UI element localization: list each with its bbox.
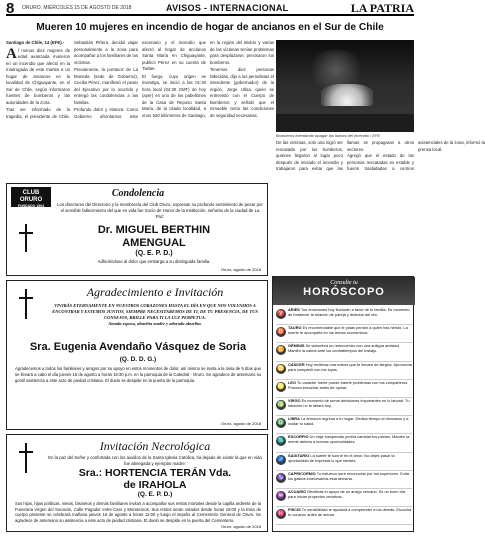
horoscope-sign-géminis [276,343,412,361]
photo-ground [276,114,414,132]
horoscope-sign-leo [276,380,412,398]
horoscope-sign-libra [276,416,412,434]
story-paragraph: Tras ser informado de la tragedia, el presidente de Chile, Sebastián Piñera, decidió viajar personalmente a la zona para acompañar a los familiares de las víctimas. [6,40,139,119]
sign-name: PISCIS [288,507,301,513]
sign-name: TAURO [288,325,302,331]
deceased-name: Sra. Eugenia Avendaño Vásquez de Soria [29,341,247,353]
sign-text [288,471,412,481]
sign-prediction: Es recomendable que le pidas perdón a quien has herido. La suerte te acompaña en los temas económicos. [288,325,408,336]
story-paragraph: De las víctimas, solo una logró ser rescatada por los bomberos, quienes llegaron al lugar poco después de iniciado el incendio y trabajaron para evitar que las llamas se propagaran a otros sectores. [276,140,414,171]
sign-prediction: La armonía regresa a tu hogar. Dedica tiempo al descanso y a cuidar tu salud. [288,416,409,427]
sign-prediction: Tu esfuerzo será reconocido por tus superiores. Evita los gastos innecesarios esta semana. [288,470,409,481]
horoscope-panel [272,276,414,532]
sign-name: GÉMINIS [288,343,305,349]
page-number: 8 [6,0,15,17]
sign-name: ESCORPIO [288,434,309,440]
obituary-notice [6,434,268,532]
photo-fire [321,84,373,106]
sign-name: CAPRICORNIO [288,470,316,476]
notice-body: Los directores del Directorio y la membresía del Club Oruro, expresan su profundo sentimiento de pesar por el sensible fallecimiento del que en vida fue Socio de Honor de la Institución, señorito de la ciudad de La Paz: [57,202,263,219]
sign-prediction: Tu sensibilidad te ayudará a comprender a los demás. Escucha tu corazón antes de actuar. [288,507,412,518]
page-header [6,2,414,16]
zodiac-tauro-icon: ♉ [277,329,285,336]
qepd-label: (Q. E. P. D.) [137,491,173,498]
zodiac-sagitario-icon: ♐ [277,456,285,463]
zodiac-géminis-icon: ♊ [277,347,285,354]
sign-name: LEO [288,379,296,385]
sign-text [288,398,412,408]
sign-prediction: Un viaje inesperado podría cambiar tus planes. Mantén la mente abierta a nuevas oportunidades. [288,434,410,445]
story-paragraph [6,40,70,47]
notice-verse: En la paz del Señor y confortada con los auxilios de la Santa Iglesia Católica, ha dejado de existir la que en vida fue abnegada y ejemplar madre: [48,455,262,466]
zodiac-capricornio-icon: ♑ [277,474,285,481]
sign-text [288,434,412,444]
horoscope-header [273,277,415,305]
sign-text [288,489,412,499]
qepd-label: (Q. E. P. D.) [135,250,173,257]
sign-prediction: Tu carácter fuerte puede traerte problemas con tus compañeros. Procura escuchar antes de opinar. [288,379,409,390]
thanks-invitation-notice [6,280,268,430]
zodiac-piscis-icon: ♓ [277,511,285,518]
story-paragraph: El fuego, cuyo origen se investiga, se inició a las 01:30 hora local (04:30 GMT) de hoy (ayer) en uno de los pabellones de la Casa de Reposo Santa María, de la citada localidad, a unos 520 kilómetros de Santiago, en la región del Biobío y varias de las víctimas tenían problemas para desplazarse, precisaron los bomberos. [142,40,274,118]
sign-name: VIRGO [288,397,301,403]
horoscope-sign-virgo [276,398,412,416]
notice-title: Condolencia [111,188,165,199]
horoscope-sign-acuario [276,489,412,507]
notice-date: Oruro, agosto de 2018 [220,524,261,529]
date-line: ORURO, MIÉRCOLES 15 DE AGOSTO DE 2018 [22,5,132,11]
fire-photo [276,40,414,132]
horoscope-sign-escorpio [276,434,412,452]
sign-name: SAGITARIO [288,452,310,458]
notice-date: Oruro, agosto de 2018 [220,421,261,426]
zodiac-virgo-icon: ♍ [277,401,285,408]
sign-text [288,307,412,317]
notice-note: Adhiriéndose al dolor que embarga a su distinguida familia. [97,259,211,264]
horoscope-sign-cáncer [276,362,412,380]
news-story-continued [276,140,485,180]
sign-text [288,343,412,353]
story-paragraph: Agregó que el estado de las personas rescatadas es estable y fueron trasladadas a centros asistenciales de la zona, informó la prensa local. [347,140,485,171]
zodiac-leo-icon: ♌ [277,383,285,390]
deceased-name: Dr. MIGUEL BERTHIN AMENGUAL [97,224,211,249]
byline: Santiago de Chile, 14 (EFE).- [6,40,65,45]
club-oruro-logo: CLUB ORURO FUNDADO 1904 [11,187,51,207]
sign-prediction: Recibirás el apoyo de un amigo cercano. Es un buen día para iniciar proyectos creativos. [288,488,406,499]
sign-prediction: La suerte te sonríe en el amor. No dejes pasar la oportunidad de expresar lo que sientes. [288,452,395,463]
section-title: AVISOS - INTERNACIONAL [166,3,289,13]
zodiac-acuario-icon: ♒ [277,492,285,499]
newspaper-masthead: LA PATRIA [350,1,414,15]
sign-prediction: Es momento de tomar decisiones importantes en lo laboral. Tu intuición no te fallará hoy. [288,397,410,408]
sign-prediction: Tus emociones hoy flucturán a favor de tu familia. Es momento de fortalecer la relación de pareja y disfrutar del día. [288,307,410,317]
cross-icon [19,443,33,473]
story-paragraph: Profundo dolor y tristeza. Como Gobierno afrontamos este escenario y el incendio que afectó al hogar de ancianos Santa María en Chiguayante, publicó Pérez en su cuenta de Twitter. [74,40,206,119]
story-paragraph: Al menos diez mujeres de edad avanzada murieron en un incendio que afectó en la madrugada de este martes a un hogar de ancianos en la localidad de Chiguayante, en el Sur de Chile, según informaron fuentes de bomberos y las autoridades de la zona. [6,45,70,105]
sign-name: LIBRA [288,416,300,422]
sign-name: ACUARIO [288,488,307,494]
sign-name: ARIES [288,307,300,312]
notice-verse: VIVIRÁS ETERNAMENTE EN NUESTROS CORAZONES HASTA EL DÍA EN QUE NOS VOLVAMOS A ENCONTRAR Y ESTEMOS JUNTOS, SIEMPRE NECESITAREMOS DE TI, DE TU PRESENCIA, DE TUS CONSEJOS, BRILLE PARA TI LA LUZ PERPETUA. Amada esposa, abuelita madre y adorada abuelita. [52,303,258,326]
sign-text [288,453,412,463]
sign-text [288,325,412,335]
notice-body: Agradecemos a todos los familiares y amigos por su apoyo en estos momentos de dolor, así mismo se invita a la misa de 9 días que se llevará a cabo el día jueves 16 de agosto a horas 19:30 p.m. en la parroquia de la Catedral - Oruro. Se agradece de antemano su gentil asistencia a este acto de piedad cristiana. El duelo se despide en la puerta de la parroquia. [15,366,261,383]
notice-title: Invitación Necrológica [99,439,211,453]
main-headline: Mueren 10 mujeres en incendio de hogar de ancianos en el Sur de Chile [36,22,384,33]
sign-prediction: Se vislumbra un reencuentro con una antigua amistad. Mantén la calma ante los contratiempos del trabajo. [288,343,400,354]
sign-text [288,416,412,426]
sign-prediction: Hoy recibirás una noticia que te llenará de alegría. Aprovecha para compartir con los tuyos. [288,361,412,372]
horoscope-sign-piscis [276,507,412,525]
drop-cap: A [6,45,17,62]
horoscope-title: HORÓSCOPO [303,286,385,298]
horoscope-sign-sagitario [276,453,412,471]
deceased-name: Sra.: HORTENCIA TERÁN Vda. de IRAHOLA [78,467,232,491]
cross-icon [19,224,33,252]
zodiac-aries-icon: ♈ [277,311,285,317]
sign-text [288,362,412,372]
zodiac-escorpio-icon: ♏ [277,438,285,445]
notice-body: Sus hijos, hijas políticas, nietos, bisnietos y demás familiares invitan a acompañar sus restos mortales desde la capilla ardiente de la Funeraria Virgen del Socavón, Calle Pagador entre Caro y Montecinos. Sus restos serán velados desde horas 18:00 y la misa de cuerpo presente se celebrará mañana jueves 16 de agosto a horas 12:00 y luego el sepelio al Cementerio General de Oruro. Se agradece de antemano su asistencia a este acto de piedad cristiana. El duelo se despide en la puerta del Cementerio. [15,501,261,523]
horoscope-sign-aries [276,307,412,325]
zodiac-cáncer-icon: ♋ [277,365,285,372]
zodiac-libra-icon: ♎ [277,420,285,427]
condolence-notice [6,183,268,276]
notice-date: Oruro, agosto de 2018 [220,267,261,272]
news-story [6,40,274,180]
qddg-label: (Q. D. D. G.) [119,356,157,363]
story-paragraph: Tenemos diez personas fallecidas, dijo a los periodistas el intendente (gobernador) de la región, Jorge Ulloa, quien se entrevistó con el Cuerpo de Bomberos y señaló que el inmueble tenía las condiciones de seguridad necesarias. [210,67,274,118]
notice-title: Agradecimiento e Invitación [86,285,224,299]
horoscope-sign-list [276,307,412,525]
sign-name: CÁNCER [288,361,305,367]
story-paragraph: Previamente, la portavoz de La Moneda (sede de Gobierno), Cecilia Pérez, manifestó el pesar del Ejecutivo por lo ocurrido y entregó las condolencias a las familias. [74,67,138,105]
photo-caption: Bomberos intentando apagar las llamas del incendio / EFE [276,133,381,138]
cross-icon [19,289,33,319]
sign-text [288,380,412,390]
sign-text [288,507,412,517]
horoscope-pretitle: Consulte tu [330,280,358,286]
horoscope-sign-capricornio [276,471,412,489]
horoscope-sign-tauro [276,325,412,343]
